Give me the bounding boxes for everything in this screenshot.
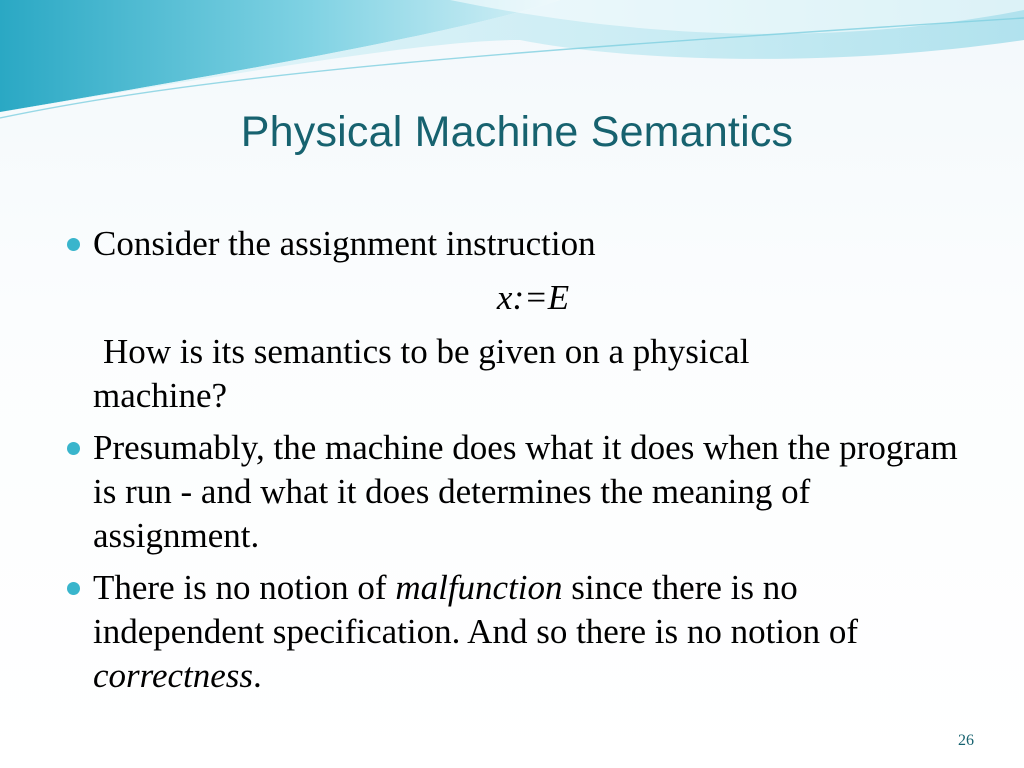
bullet-text-part: since there is no independent specification. And so there is no notion of	[93, 568, 858, 651]
slide-title: Physical Machine Semantics	[240, 108, 794, 156]
emphasis-malfunction: malfunction	[395, 568, 563, 607]
page-number: 26	[958, 732, 974, 749]
bullet-item	[62, 566, 962, 698]
question-line-1: How is its semantics to be given on a physical	[103, 332, 750, 371]
bullet-text-part: .	[253, 656, 262, 695]
question-paragraph	[62, 330, 962, 418]
bullet-text: Presumably, the machine does what it does when the program is run - and what it does determines the meaning of assignment.	[93, 428, 958, 555]
bullet-icon	[67, 582, 80, 595]
bullet-text: Consider the assignment instruction	[93, 224, 596, 263]
question-line-2: machine?	[93, 376, 228, 415]
bullet-icon	[67, 442, 80, 455]
slide-body	[62, 222, 962, 698]
bullet-item	[62, 426, 962, 558]
bullet-item	[62, 222, 962, 266]
bullet-text	[93, 568, 858, 695]
assignment-formula: x:=E	[496, 278, 570, 317]
bullet-text-part: There is no notion of	[93, 568, 396, 607]
bullet-icon	[67, 238, 80, 251]
emphasis-correctness: correctness	[93, 656, 254, 695]
